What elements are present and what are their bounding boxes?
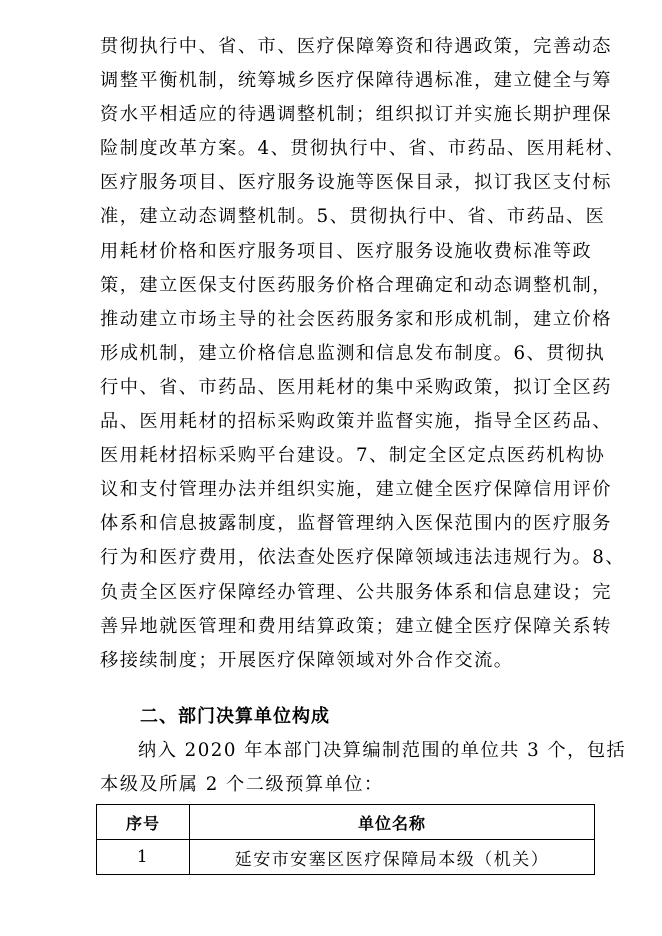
- intro-line: 本级及所属 2 个二级预算单位：: [100, 774, 384, 795]
- intro-line: 纳入 2020 年本部门决算编制范围的单位共 3 个，包括: [138, 740, 627, 761]
- body-paragraph: [100, 30, 625, 678]
- body-line: 形成机制，建立价格信息监测和信息发布制度。6、贯彻执: [100, 342, 606, 364]
- body-line: 行中、省、市药品、医用耗材的集中采购政策，拟订全区药: [100, 376, 612, 398]
- body-line: 推动建立市场主导的社会医药服务家和形成机制，建立价格: [100, 308, 612, 330]
- body-line: 善异地就医管理和费用结算政策；建立健全医疗保障关系转: [100, 615, 612, 637]
- body-line: 贯彻执行中、省、市、医疗保障筹资和待遇政策，完善动态: [100, 36, 612, 57]
- body-line: 议和支付管理办法并组织实施，建立健全医疗保障信用评价: [100, 479, 612, 501]
- body-line: 医用耗材招标采购平台建设。7、制定全区定点医药机构协: [100, 445, 606, 467]
- body-line: 调整平衡机制，统筹城乡医疗保障待遇标准，建立健全与筹: [100, 70, 612, 92]
- body-line: 体系和信息披露制度，监督管理纳入医保范围内的医疗服务: [100, 513, 612, 535]
- body-line: 品、医用耗材的招标采购政策并监督实施，指导全区药品、: [100, 411, 612, 433]
- units-table: [96, 804, 595, 875]
- header-serial-number: 序号: [97, 805, 190, 840]
- table-row: [97, 840, 595, 875]
- body-line: 移接续制度；开展医疗保障领域对外合作交流。: [100, 649, 514, 671]
- section-heading: 二、部门决算单位构成: [140, 706, 330, 727]
- body-line: 行为和医疗费用，依法查处医疗保障领域违法违规行为。8、: [100, 547, 625, 569]
- body-line: 策，建立医保支付医药服务价格合理确定和动态调整机制，: [100, 274, 612, 296]
- body-line: 险制度改革方案。4、贯彻执行中、省、市药品、医用耗材、: [100, 138, 625, 160]
- intro-paragraph: [100, 734, 627, 802]
- cell-serial-number: 1: [97, 840, 190, 875]
- body-line: 准，建立动态调整机制。5、贯彻执行中、省、市药品、医: [100, 206, 606, 228]
- body-line: 医疗服务项目、医疗服务设施等医保目录，拟订我区支付标: [100, 172, 612, 194]
- body-line: 负责全区医疗保障经办管理、公共服务体系和信息建设；完: [100, 581, 612, 603]
- body-line: 用耗材价格和医疗服务项目、医疗服务设施收费标准等政: [100, 240, 593, 262]
- header-unit-name: 单位名称: [190, 805, 595, 840]
- body-line: 资水平相适应的待遇调整机制；组织拟订并实施长期护理保: [100, 104, 612, 126]
- cell-unit-name: 延安市安塞区医疗保障局本级（机关）: [190, 840, 595, 875]
- table-header-row: [97, 805, 595, 840]
